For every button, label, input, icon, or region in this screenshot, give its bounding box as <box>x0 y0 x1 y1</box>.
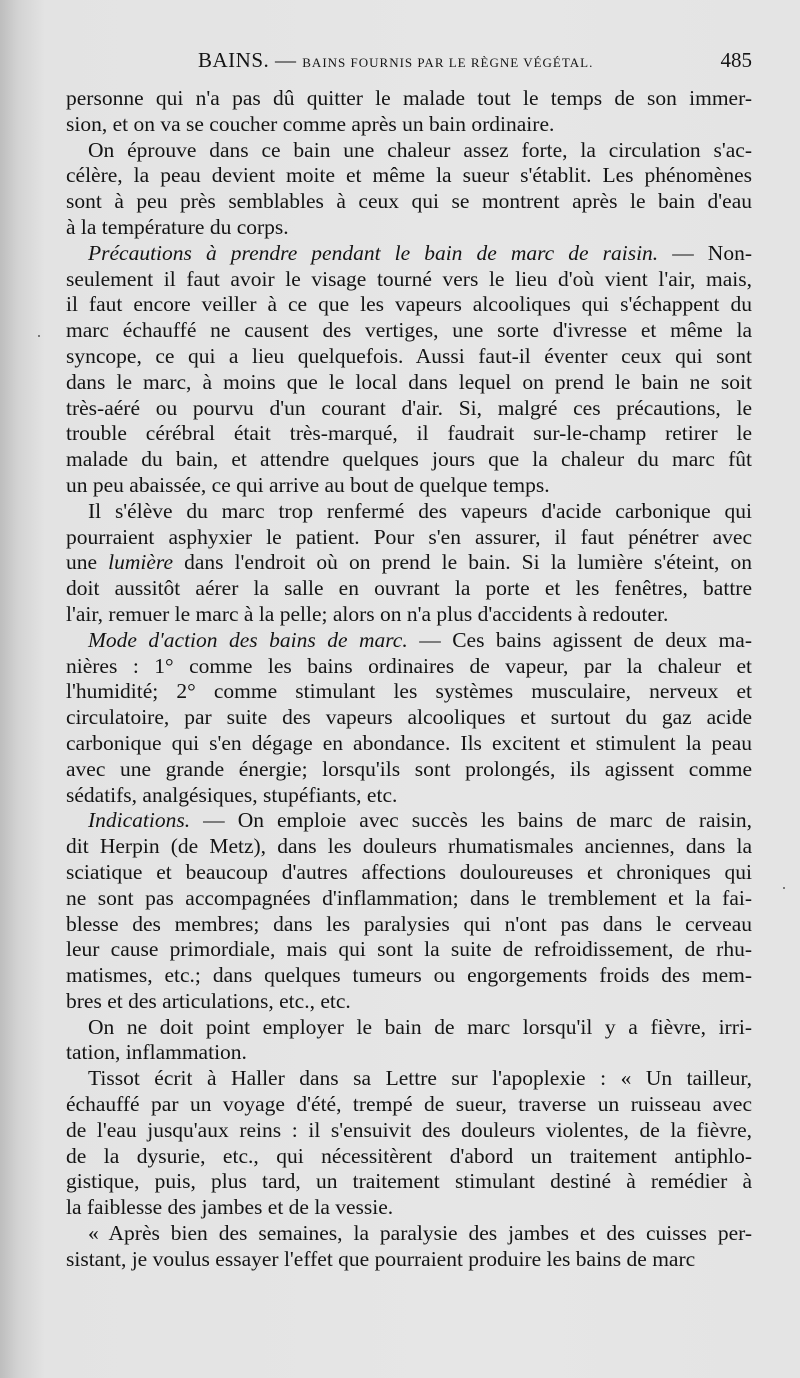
italic-heading: Précautions à prendre pendant le bain de marc de raisin. <box>88 240 659 265</box>
line-text: — Non- <box>658 240 752 265</box>
line-text: dit Herpin (de Metz), dans les douleurs rhumatismales anciennes, dans la <box>66 834 752 859</box>
body-text <box>66 86 752 1273</box>
text-line <box>66 189 752 215</box>
line-text: On ne doit point employer le bain de marc lorsqu'il y a fièvre, irri- <box>88 1014 752 1039</box>
line-text: ne sont pas accompagnées d'inflammation; dans le tremblement et la fai- <box>66 885 752 910</box>
text-line <box>66 654 752 680</box>
line-text: la faiblesse des jambes et de la vessie. <box>66 1195 394 1220</box>
text-line <box>66 628 752 654</box>
line-text: trouble cérébral était très-marqué, il faudrait sur-le-champ retirer le <box>66 421 752 446</box>
line-text: personne qui n'a pas dû quitter le malade tout le temps de son immer- <box>66 86 752 110</box>
text-line <box>66 989 752 1015</box>
text-line <box>66 267 752 293</box>
text-line <box>66 525 752 551</box>
line-text: célère, la peau devient moite et même la sueur s'établit. Les phénomènes <box>66 163 752 188</box>
text-line <box>66 241 752 267</box>
line-text: Il s'élève du marc trop renfermé des vapeurs d'acide carbonique qui <box>88 498 752 523</box>
text-line <box>66 215 752 241</box>
line-text: un peu abaissée, ce qui arrive au bout de quelque temps. <box>66 472 550 497</box>
page-number: 485 <box>720 48 752 72</box>
line-text: sciatique et beaucoup d'autres affections douloureuses et chroniques qui <box>66 859 752 884</box>
text-line <box>66 370 752 396</box>
line-text: marc échauffé ne causent des vertiges, une sorte d'ivresse et même la <box>66 318 752 343</box>
line-text: carbonique qui s'en dégage en abondance. Ils excitent et stimulent la peau <box>66 730 752 755</box>
line-text: une <box>66 550 109 575</box>
text-line <box>66 447 752 473</box>
line-text: sistant, je voulus essayer l'effet que pourraient produire les bains de marc <box>66 1246 696 1271</box>
line-text: tation, inflammation. <box>66 1040 247 1065</box>
text-line <box>66 421 752 447</box>
line-text: sion, et on va se coucher comme après un bain ordinaire. <box>66 111 555 136</box>
header-title <box>198 48 593 73</box>
line-text: dans le marc, à moins que le local dans lequel on prend le bain ne soit <box>66 369 752 394</box>
margin-speck <box>783 887 785 889</box>
text-line <box>66 757 752 783</box>
line-text: « Après bien des semaines, la paralysie des jambes et des cuisses per- <box>88 1221 752 1246</box>
header-title-main: BAINS. <box>198 48 270 72</box>
line-text: de l'eau jusqu'aux reins : il s'ensuivit des douleurs violentes, de la fièvre, <box>66 1117 752 1142</box>
line-text: seulement il faut avoir le visage tourné vers le lieu d'où vient l'air, mais, <box>66 266 752 291</box>
text-line <box>66 1221 752 1247</box>
line-text: à la température du corps. <box>66 214 289 239</box>
text-line <box>66 163 752 189</box>
line-text: il faut encore veiller à ce que les vapeurs alcooliques qui s'échappent du <box>66 292 752 317</box>
text-line <box>66 679 752 705</box>
text-line <box>66 602 752 628</box>
text-line <box>66 1195 752 1221</box>
header-title-subtitle: BAINS FOURNIS PAR LE RÈGNE VÉGÉTAL. <box>302 55 594 70</box>
line-text: gistique, puis, plus tard, un traitement stimulant destiné à remédier à <box>66 1169 752 1194</box>
text-line <box>66 86 752 112</box>
text-line <box>66 860 752 886</box>
text-line <box>66 1144 752 1170</box>
italic-heading: Indications. <box>88 808 191 833</box>
line-text: échauffé par un voyage d'été, trempé de sueur, traverse un ruisseau avec <box>66 1092 752 1117</box>
text-line <box>66 834 752 860</box>
text-line <box>66 808 752 834</box>
line-text: blesse des membres; dans les paralysies qui n'ont pas dans le cerveau <box>66 911 752 936</box>
line-text: malade du bain, et attendre quelques jours que la chaleur du marc fût <box>66 447 752 472</box>
line-text: On éprouve dans ce bain une chaleur assez forte, la circulation s'ac- <box>88 137 752 162</box>
line-text: l'air, remuer le marc à la pelle; alors on n'a plus d'accidents à redouter. <box>66 601 669 626</box>
line-text: nières : 1° comme les bains ordinaires de vapeur, par la chaleur et <box>66 653 752 678</box>
line-text: bres et des articulations, etc., etc. <box>66 988 351 1013</box>
text-line <box>66 886 752 912</box>
line-text: sont à peu près semblables à ceux qui se montrent après le bain d'eau <box>66 189 752 214</box>
line-text: avec une grande énergie; lorsqu'ils sont prolongés, ils agissent comme <box>66 756 752 781</box>
line-text: doit aussitôt aérer la salle en ouvrant la porte et les fenêtres, battre <box>66 576 752 601</box>
text-line <box>66 1247 752 1273</box>
line-text: très-aéré ou pourvu d'un courant d'air. Si, malgré ces précautions, le <box>66 395 752 420</box>
text-line <box>66 473 752 499</box>
text-line <box>66 1040 752 1066</box>
italic-heading: lumière <box>108 550 174 575</box>
text-line <box>66 344 752 370</box>
text-line <box>66 783 752 809</box>
line-text: pourraient asphyxier le patient. Pour s'en assurer, il faut pénétrer avec <box>66 524 752 549</box>
text-line <box>66 550 752 576</box>
text-line <box>66 1169 752 1195</box>
text-line <box>66 1092 752 1118</box>
text-line <box>66 1015 752 1041</box>
line-text: circulatoire, par suite des vapeurs alcooliques et surtout du gaz acide <box>66 705 752 730</box>
text-line <box>66 396 752 422</box>
text-line <box>66 318 752 344</box>
margin-speck <box>38 335 40 337</box>
text-line <box>66 705 752 731</box>
line-text: dans l'endroit où on prend le bain. Si la lumière s'éteint, on <box>173 550 752 575</box>
text-line <box>66 1118 752 1144</box>
running-header <box>66 48 752 78</box>
line-text: sédatifs, analgésiques, stupéfiants, etc. <box>66 782 398 807</box>
text-line <box>66 292 752 318</box>
text-line <box>66 731 752 757</box>
line-text: de la dysurie, etc., qui nécessitèrent d'abord un traitement antiphlo- <box>66 1143 752 1168</box>
text-line <box>66 1066 752 1092</box>
line-text: syncope, ce qui a lieu quelquefois. Aussi faut-il éventer ceux qui sont <box>66 343 752 368</box>
line-text: l'humidité; 2° comme stimulant les systèmes musculaire, nerveux et <box>66 679 752 704</box>
line-text: — Ces bains agissent de deux ma- <box>407 627 752 652</box>
header-title-separator: — <box>275 48 297 72</box>
italic-heading: Mode d'action des bains de marc. <box>88 627 408 652</box>
text-line <box>66 576 752 602</box>
line-text: leur cause primordiale, mais qui sont la suite de refroidissement, de rhu- <box>66 937 752 962</box>
line-text: Tissot écrit à Haller dans sa Lettre sur l'apoplexie : « Un tailleur, <box>88 1066 752 1091</box>
text-line <box>66 112 752 138</box>
line-text: matismes, etc.; dans quelques tumeurs ou engorgements froids des mem- <box>66 963 752 988</box>
text-line <box>66 912 752 938</box>
text-line <box>66 937 752 963</box>
text-line <box>66 138 752 164</box>
text-line <box>66 499 752 525</box>
line-text: — On emploie avec succès les bains de marc de raisin, <box>190 808 752 833</box>
text-line <box>66 963 752 989</box>
